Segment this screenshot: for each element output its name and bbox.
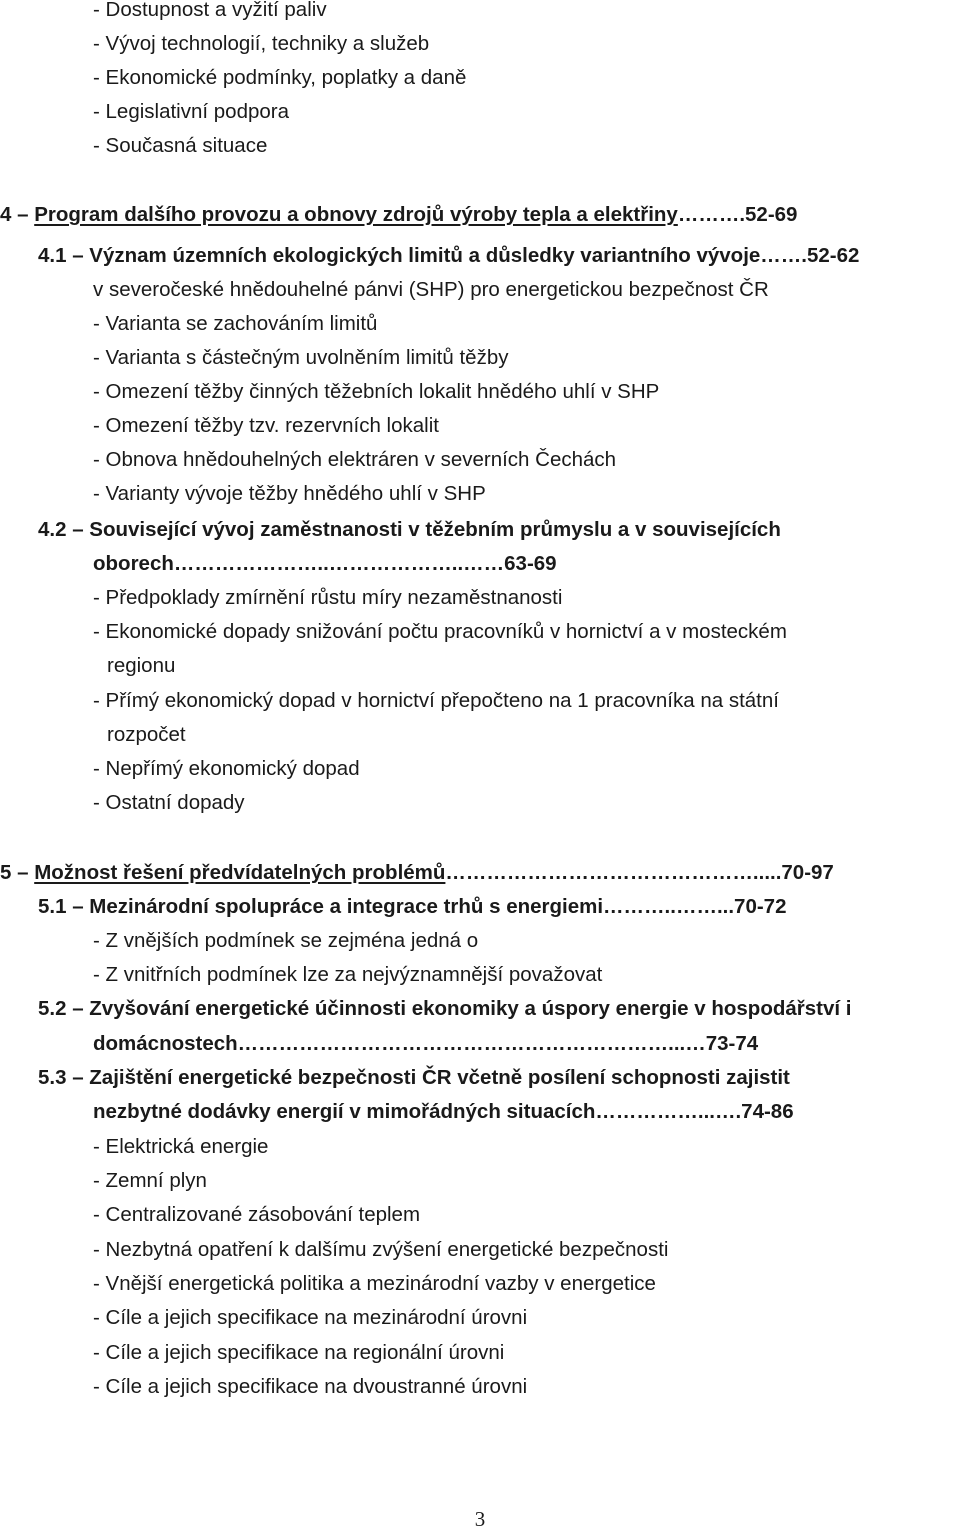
- toc-section-4-1: 4.1 – Význam územních ekologických limitů a důsledky variantního vývoje…….52-62: [38, 244, 860, 267]
- toc-line: - Centralizované zásobování teplem: [93, 1203, 421, 1226]
- toc-line: - Dostupnost a vyžití paliv: [93, 0, 327, 21]
- toc-line: - Ostatní dopady: [93, 791, 245, 814]
- toc-line: - Vývoj technologií, techniky a služeb: [93, 32, 430, 55]
- leader-dots: ………: [677, 203, 740, 226]
- toc-line: - Vnější energetická politika a mezinárodní vazby v energetice: [93, 1272, 656, 1295]
- toc-line: - Současná situace: [93, 134, 268, 157]
- toc-line: - Omezení těžby činných těžebních lokalit hnědého uhlí v SHP: [93, 380, 660, 403]
- toc-line: - Legislativní podpora: [93, 100, 290, 123]
- toc-section-continuation: domácnostech………………………………………………………...…73-74: [93, 1032, 759, 1055]
- toc-section-continuation: nezbytné dodávky energií v mimořádných situacích……………...….74-86: [93, 1100, 794, 1123]
- toc-line: - Cíle a jejich specifikace na dvoustranné úrovni: [93, 1375, 528, 1398]
- toc-line: - Varianty vývoje těžby hnědého uhlí v SHP: [93, 482, 486, 505]
- toc-section-5-3: 5.3 – Zajištění energetické bezpečnosti ČR včetně posílení schopnosti zajistit: [38, 1066, 790, 1089]
- toc-line: - Zemní plyn: [93, 1169, 207, 1192]
- chapter-number: 5 –: [0, 861, 35, 884]
- toc-chapter-4: [0, 202, 797, 228]
- toc-line: - Cíle a jejich specifikace na regionální úrovni: [93, 1341, 505, 1364]
- chapter-title: Možnost řešení předvídatelných problémů: [34, 861, 446, 884]
- toc-line: - Cíle a jejich specifikace na mezinárodní úrovni: [93, 1306, 528, 1329]
- chapter-number: 4 –: [0, 203, 35, 226]
- toc-line: - Z vnějších podmínek se zejména jedná o: [93, 929, 479, 952]
- toc-line: - Předpoklady zmírnění růstu míry nezaměstnanosti: [93, 586, 563, 609]
- toc-section-4-2: 4.2 – Související vývoj zaměstnanosti v těžebním průmyslu a v souvisejících: [38, 518, 781, 541]
- chapter-title: Program dalšího provozu a obnovy zdrojů výroby tepla a elektřiny: [34, 203, 678, 226]
- page-range: 70-97: [781, 861, 834, 884]
- page-range: .52-69: [739, 203, 798, 226]
- toc-line: - Nezbytná opatření k dalšímu zvýšení energetické bezpečnosti: [93, 1238, 669, 1261]
- toc-line-wrap: rozpočet: [107, 723, 186, 746]
- toc-line: - Z vnitřních podmínek lze za nejvýznamnější považovat: [93, 963, 603, 986]
- toc-line: - Omezení těžby tzv. rezervních lokalit: [93, 414, 439, 437]
- toc-line: - Přímý ekonomický dopad v hornictví přepočteno na 1 pracovníka na státní: [93, 689, 779, 712]
- toc-line-wrap: regionu: [107, 654, 176, 677]
- toc-line: - Varianta se zachováním limitů: [93, 312, 378, 335]
- toc-section-continuation: oborech…………………..………………..……63-69: [93, 552, 557, 575]
- toc-line: - Ekonomické podmínky, poplatky a daně: [93, 66, 467, 89]
- toc-section-continuation: v severočeské hnědouhelné pánvi (SHP) pro energetickou bezpečnost ČR: [93, 278, 769, 301]
- leader-dots: ……………………………………….....: [445, 861, 782, 884]
- toc-line: - Elektrická energie: [93, 1135, 269, 1158]
- toc-line: - Nepřímý ekonomický dopad: [93, 757, 360, 780]
- toc-section-5-2: 5.2 – Zvyšování energetické účinnosti ekonomiky a úspory energie v hospodářství i: [38, 997, 852, 1020]
- toc-line: - Varianta s částečným uvolněním limitů těžby: [93, 346, 509, 369]
- toc-line: - Obnova hnědouhelných elektráren v severních Čechách: [93, 448, 617, 471]
- page-number: 3: [474, 1507, 486, 1531]
- toc-line: - Ekonomické dopady snižování počtu pracovníků v hornictví a v mosteckém: [93, 620, 787, 643]
- toc-chapter-5: [0, 860, 834, 886]
- toc-section-5-1: 5.1 – Mezinárodní spolupráce a integrace trhů s energiemi………..……...70-72: [38, 895, 787, 918]
